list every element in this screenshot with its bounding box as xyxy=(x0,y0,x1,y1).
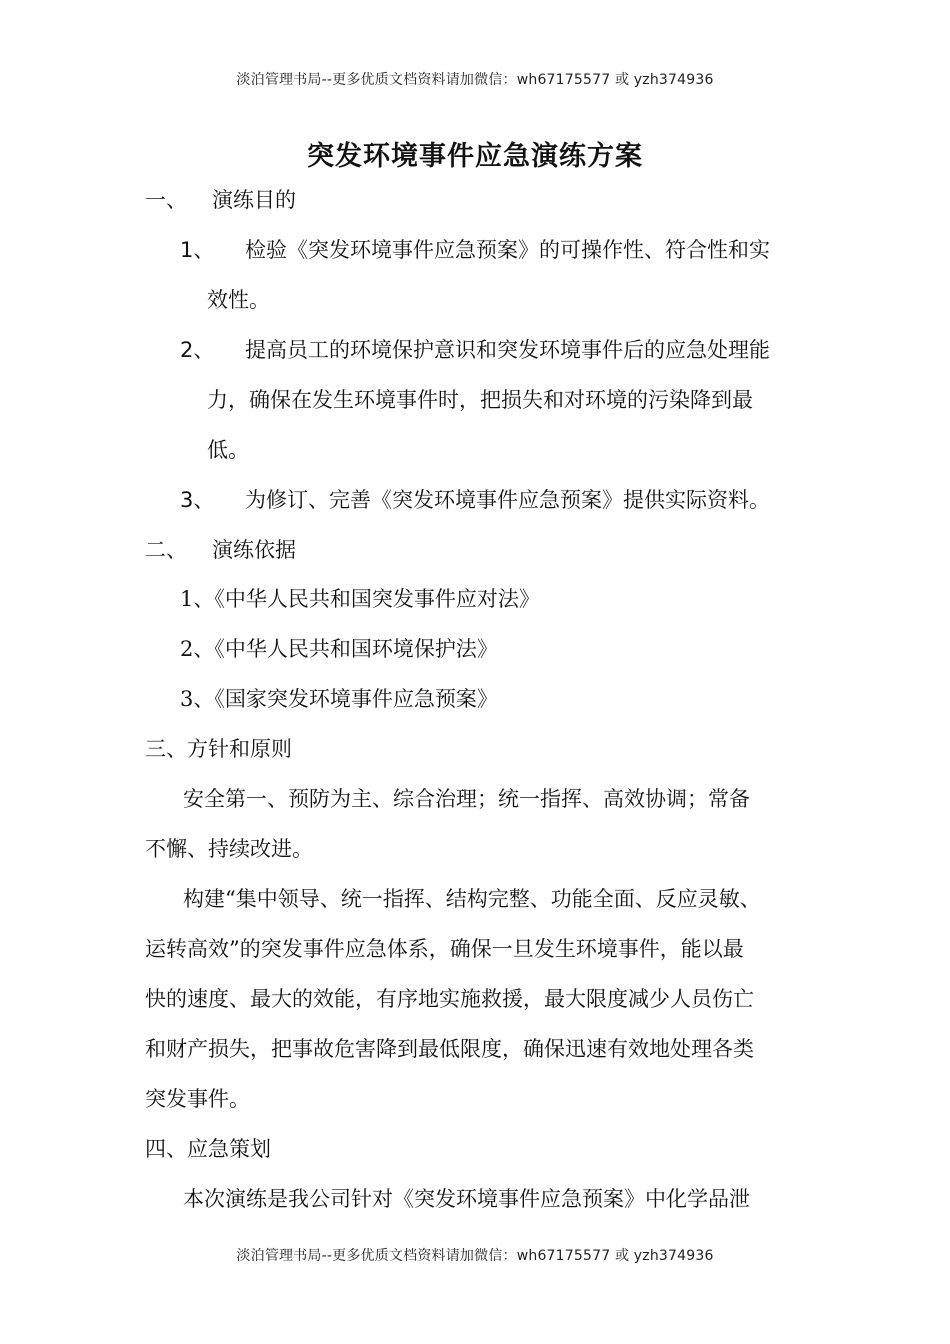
s3-paragraph-1-line-2: 不懈、持续改进。 xyxy=(145,837,313,861)
s2-item-1: 1、《中华人民共和国突发事件应对法》 xyxy=(180,587,540,611)
s1-item-2-number: 2、 xyxy=(180,338,215,362)
s1-item-2-line-1: 提高员工的环境保护意识和突发环境事件后的应急处理能 xyxy=(245,338,770,362)
s1-item-3-number: 3、 xyxy=(180,488,215,512)
s3-paragraph-2-line-3: 快的速度、最大的效能，有序地实施救援，最大限度减少人员伤亡 xyxy=(145,987,754,1011)
s3-paragraph-2-line-4: 和财产损失，把事故危害降到最低限度，确保迅速有效地处理各类 xyxy=(145,1037,754,1061)
s1-item-2-line-3: 低。 xyxy=(207,438,249,462)
page-header: 淡泊管理书局--更多优质文档资料请加微信：wh67175577 或 yzh374936 xyxy=(236,72,714,88)
document-title: 突发环境事件应急演练方案 xyxy=(307,141,643,172)
section-1-number: 一、 xyxy=(145,188,187,212)
section-4-heading: 四、应急策划 xyxy=(145,1137,271,1161)
section-1-heading: 演练目的 xyxy=(212,188,296,212)
s1-item-1-line-1: 检验《突发环境事件应急预案》的可操作性、符合性和实 xyxy=(245,238,770,262)
s3-paragraph-2-line-5: 突发事件。 xyxy=(145,1087,250,1111)
s1-item-1-line-2: 效性。 xyxy=(207,288,270,312)
section-3-heading: 三、方针和原则 xyxy=(145,737,292,761)
s2-item-2: 2、《中华人民共和国环境保护法》 xyxy=(180,637,498,661)
s1-item-2-line-2: 力，确保在发生环境事件时，把损失和对环境的污染降到最 xyxy=(207,388,753,412)
s4-paragraph-1-line-1: 本次演练是我公司针对《突发环境事件应急预案》中化学品泄 xyxy=(183,1187,750,1211)
s3-paragraph-2-line-2: 运转高效”的突发事件应急体系，确保一旦发生环境事件，能以最 xyxy=(145,937,744,961)
s3-paragraph-1-line-1: 安全第一、预防为主、综合治理；统一指挥、高效协调；常备 xyxy=(183,787,750,811)
s1-item-1-number: 1、 xyxy=(180,238,215,262)
page-footer: 淡泊管理书局--更多优质文档资料请加微信：wh67175577 或 yzh374936 xyxy=(236,1248,714,1264)
s2-item-3: 3、《国家突发环境事件应急预案》 xyxy=(180,687,498,711)
section-2-number: 二、 xyxy=(145,538,187,562)
section-2-heading: 演练依据 xyxy=(212,538,296,562)
s3-paragraph-2-line-1: 构建“集中领导、统一指挥、结构完整、功能全面、反应灵敏、 xyxy=(183,887,761,911)
s1-item-3-line-1: 为修订、完善《突发环境事件应急预案》提供实际资料。 xyxy=(245,488,770,512)
